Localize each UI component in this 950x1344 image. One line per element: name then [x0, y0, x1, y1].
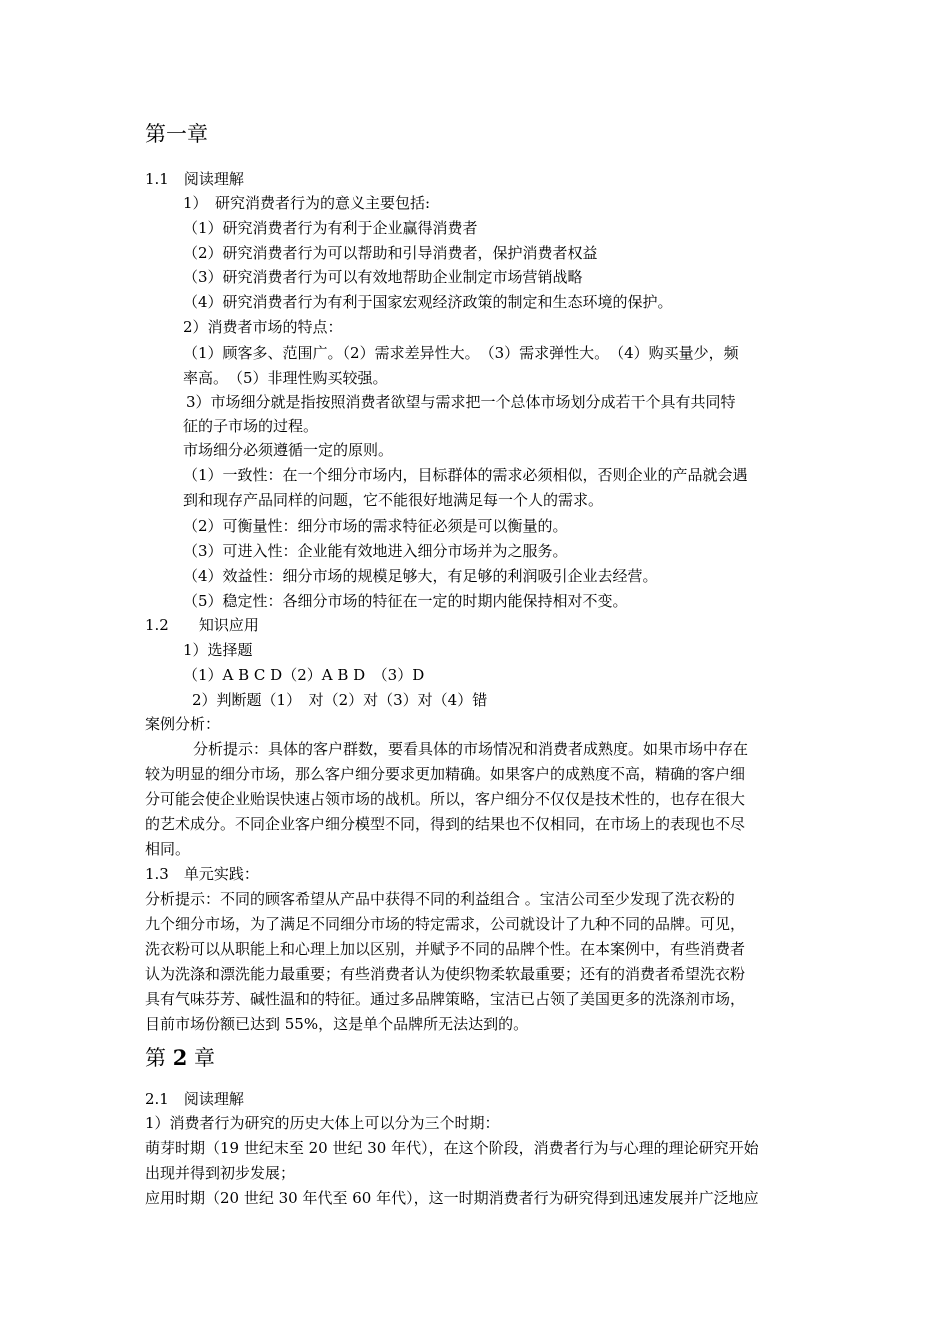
q1-item-3: （3）研究消费者行为可以有效地帮助企业制定市场营销战略: [183, 268, 583, 286]
chapter-1-title: 第一章: [145, 122, 208, 146]
chapter-2-title-suffix: 章: [187, 1046, 215, 1070]
case-line-3: 分可能会使企业贻误快速占领市场的战机。所以，客户细分不仅仅是技术性的，也存在很大: [145, 790, 746, 808]
s13-line-5: 具有气味芬芳、碱性温和的特征。通过多品牌策略，宝洁已占领了美国更多的洗涤剂市场，: [145, 990, 746, 1008]
s12-q2: 2）判断题（1） 对（2）对（3）对（4）错: [192, 691, 488, 709]
section-2-1-heading: 2.1 阅读理解: [145, 1090, 244, 1108]
q3-principle-1a: （1）一致性：在一个细分市场内，目标群体的需求必须相似，否则企业的产品就会遇: [183, 466, 748, 484]
q1-heading: 1） 研究消费者行为的意义主要包括:: [183, 194, 431, 212]
case-line-2: 较为明显的细分市场，那么客户细分要求更加精确。如果客户的成熟度不高，精确的客户细: [145, 765, 746, 783]
s13-line-4: 认为洗涤和漂洗能力最重要；有些消费者认为使织物柔软最重要；还有的消费者希望洗衣粉: [145, 965, 746, 983]
q3-principle-2: （2）可衡量性：细分市场的需求特征必须是可以衡量的。: [183, 517, 568, 535]
q3-line-2: 征的子市场的过程。: [183, 417, 319, 435]
s13-line-6: 目前市场份额已达到 55%，这是单个品牌所无法达到的。: [145, 1015, 529, 1033]
s13-line-3: 洗衣粉可以从职能上和心理上加以区别，并赋予不同的品牌个性。在本案例中，有些消费者: [145, 940, 746, 958]
section-1-1-heading: 1.1 阅读理解: [145, 170, 244, 188]
q2-line-2: 率高。 （5）非理性购买较强。: [183, 369, 388, 387]
chapter-2-title-number: 2: [172, 1045, 188, 1070]
case-analysis-heading: 案例分析：: [145, 715, 221, 733]
s13-line-2: 九个细分市场，为了满足不同细分市场的特定需求，公司就设计了九种不同的品牌。可见，: [145, 915, 746, 933]
ch2-p1-line-2: 出现并得到初步发展；: [145, 1164, 296, 1182]
q3-principle-5: （5）稳定性：各细分市场的特征在一定的时期内能保持相对不变。: [183, 592, 628, 610]
q3-principle-1b: 到和现存产品同样的问题，它不能很好地满足每一个人的需求。: [183, 491, 604, 509]
q2-heading: 2）消费者市场的特点：: [183, 318, 343, 336]
chapter-2-title-prefix: 第: [145, 1046, 173, 1070]
case-line-5: 相同。: [145, 840, 191, 858]
ch2-q1-heading: 1）消费者行为研究的历史大体上可以分为三个时期：: [145, 1114, 500, 1132]
s12-q1: 1）选择题: [183, 641, 253, 659]
q1-item-1: （1）研究消费者行为有利于企业赢得消费者: [183, 219, 478, 237]
q1-item-4: （4）研究消费者行为有利于国家宏观经济政策的制定和生态环境的保护。: [183, 293, 673, 311]
q3-line-3: 市场细分必须遵循一定的原则。: [183, 441, 394, 459]
s13-line-1: 分析提示：不同的顾客希望从产品中获得不同的利益组合 。宝洁公司至少发现了洗衣粉的: [145, 890, 735, 908]
case-line-1: 分析提示：具体的客户群数，要看具体的市场情况和消费者成熟度。如果市场中存在: [193, 740, 749, 758]
ch2-p1-line-1: 萌芽时期（19 世纪末至 20 世纪 30 年代），在这个阶段，消费者行为与心理的理论研究开始: [145, 1139, 759, 1157]
ch2-p2-line-1: 应用时期（20 世纪 30 年代至 60 年代），这一时期消费者行为研究得到迅速发展并广泛地应: [145, 1189, 759, 1207]
q3-line-1: 3）市场细分就是指按照消费者欲望与需求把一个总体市场划分成若干个具有共同特: [186, 393, 736, 411]
section-1-2-heading: 1.2 知识应用: [145, 616, 259, 634]
chapter-2-title: [145, 1047, 215, 1069]
case-line-4: 的艺术成分。不同企业客户细分模型不同，得到的结果也不仅相同，在市场上的表现也不尽: [145, 815, 746, 833]
section-1-3-heading: 1.3 单元实践：: [145, 865, 259, 883]
q3-principle-4: （4）效益性：细分市场的规模足够大，有足够的利润吸引企业去经营。: [183, 567, 658, 585]
s12-a1: （1）A B C D（2）A B D （3）D: [183, 666, 425, 684]
q2-line-1: （1）顾客多、范围广。（2）需求差异性大。 （3）需求弹性大。 （4）购买量少，频: [183, 344, 739, 362]
q1-item-2: （2）研究消费者行为可以帮助和引导消费者，保护消费者权益: [183, 244, 598, 262]
q3-principle-3: （3）可进入性：企业能有效地进入细分市场并为之服务。: [183, 542, 568, 560]
